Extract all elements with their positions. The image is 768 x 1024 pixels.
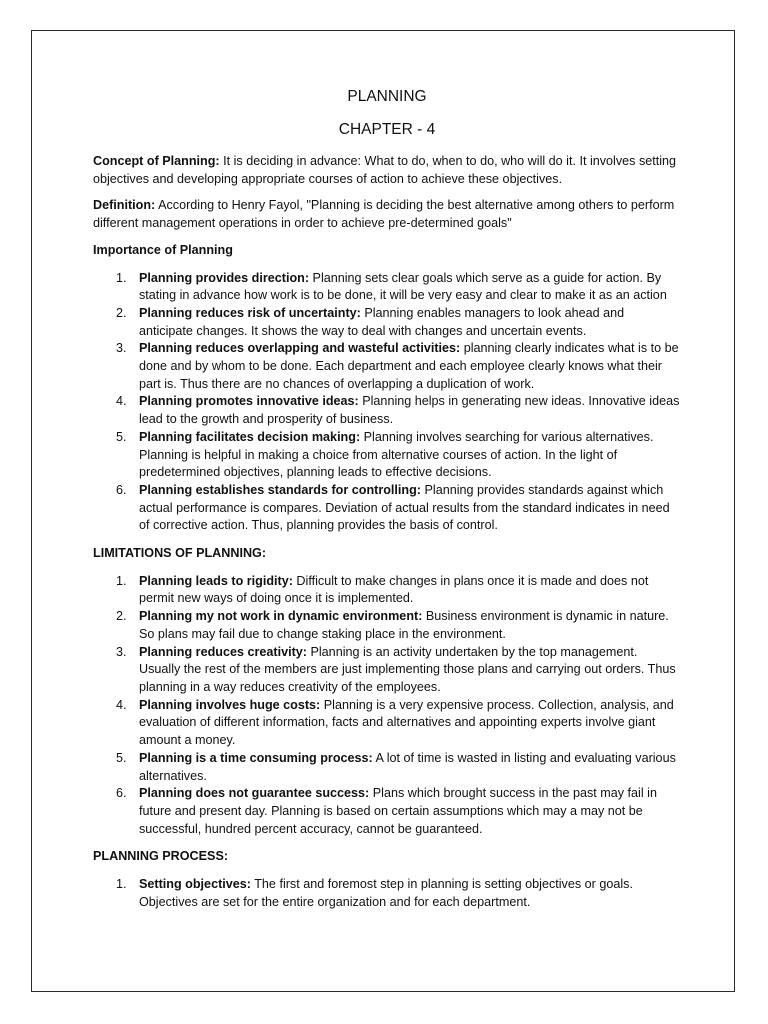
list-item-text: Business environment is dynamic in nature. So plans may fail due to change staking place in the environment. [139, 609, 669, 641]
list-item-label: Planning reduces overlapping and wasteful activities: [139, 341, 461, 356]
limitations-list [93, 573, 681, 839]
list-item-label: Planning does not guarantee success: [139, 786, 370, 801]
list-item-text: The first and foremost step in planning is setting objectives or goals. Objectives are set for the entire organization and for each department. [139, 877, 633, 909]
list-item-label: Setting objectives: [139, 877, 251, 892]
list-item [93, 785, 681, 838]
list-item-label: Planning my not work in dynamic environment: [139, 609, 423, 624]
list-item [93, 340, 681, 393]
list-item-label: Planning facilitates decision making: [139, 429, 361, 444]
concept-label: Concept of Planning: [93, 154, 220, 168]
list-item [93, 305, 681, 340]
definition-paragraph [93, 197, 681, 232]
list-item-label: Planning reduces creativity: [139, 644, 307, 659]
list-item-text: Plans which brought success in the past may fail in future and present day. Planning is based on certain assumptions which may a may not be successful, hundred percent accuracy, cannot be guaranteed. [139, 786, 657, 836]
list-number: 4. [116, 394, 127, 409]
document-page [31, 30, 735, 992]
list-item-text: planning clearly indicates what is to be done and by whom to be done. Each department and each employee clearly knows what their part is. Thus there are no chances of overlapping a duplication of work. [139, 341, 679, 391]
limitations-heading: LIMITATIONS OF PLANNING: [93, 546, 267, 561]
process-list [93, 876, 681, 911]
list-item [93, 429, 681, 482]
list-item-label: Planning promotes innovative ideas: [139, 394, 359, 409]
list-item [93, 697, 681, 750]
list-item-text: Difficult to make changes in plans once it is made and does not permit new ways of doing once it is implemented. [139, 573, 649, 606]
list-item-label: Planning establishes standards for controlling: [139, 482, 422, 497]
list-item-label: Planning is a time consuming process: [139, 750, 373, 765]
definition-text: According to Henry Fayol, "Planning is deciding the best alternative among others to perform different management operations in order to achieve pre-determined goals" [93, 198, 675, 231]
list-item-label: Planning involves huge costs: [139, 697, 321, 712]
list-item-text: Planning is an activity undertaken by the top management. Usually the rest of the members are just implementing those plans and carrying out orders. Thus planning in a way reduces creativity of the employees. [139, 644, 676, 694]
list-number: 2. [116, 305, 127, 320]
page-content [93, 87, 681, 911]
list-item [93, 482, 681, 535]
list-number: 1. [116, 573, 127, 588]
list-number: 6. [116, 786, 127, 801]
chapter-heading: CHAPTER - 4 [338, 121, 436, 138]
list-item-text: Planning enables managers to look ahead and anticipate changes. It shows the way to deal with changes and uncertain events. [139, 305, 625, 338]
list-item-text: Planning helps in generating new ideas. Innovative ideas lead to the growth and prosperity of business. [139, 394, 680, 427]
list-number: 2. [116, 609, 127, 624]
list-number: 3. [116, 644, 127, 659]
list-item [93, 644, 681, 697]
importance-heading: Importance of Planning [93, 242, 233, 257]
list-item-label: Planning leads to rigidity: [139, 573, 293, 588]
list-item-label: Planning reduces risk of uncertainty: [139, 305, 361, 320]
concept-text: It is deciding in advance: What to do, when to do, who will do it. It involves setting objectives and developing appropriate courses of action to achieve these objectives. [93, 154, 677, 186]
list-item [93, 608, 681, 643]
list-item [93, 876, 681, 911]
list-item [93, 573, 681, 608]
list-item-label: Planning provides direction: [139, 270, 310, 285]
list-number: 5. [116, 429, 127, 444]
list-item-text: Planning involves searching for various alternatives. Planning is helpful in making a choice from alternative courses of action. In the light of predetermined objectives, planning leads to effective decisions. [139, 429, 654, 480]
list-item [93, 270, 681, 305]
page-title: PLANNING [347, 88, 427, 105]
definition-label: Definition: [93, 198, 156, 213]
list-item-text: Planning is a very expensive process. Collection, analysis, and evaluation of different information, facts and alternatives and appointing experts involve giant amount a money. [139, 697, 674, 748]
list-number: 5. [116, 750, 127, 765]
list-number: 3. [116, 341, 127, 356]
list-item-text: Planning provides standards against which actual performance is compares. Deviation of actual results from the standard indicates in need of corrective action. Thus, planning provides the basis of control. [139, 482, 670, 533]
list-item [93, 750, 681, 785]
importance-list [93, 270, 681, 536]
list-item-text: Planning sets clear goals which serve as a guide for action. By stating in advance how work is to be done, it will be very easy and clear to make it as an action [139, 270, 667, 303]
process-heading: PLANNING PROCESS: [93, 849, 229, 864]
list-item-text: A lot of time is wasted in listing and evaluating various alternatives. [139, 750, 676, 783]
list-number: 1. [116, 877, 127, 892]
list-number: 1. [116, 270, 127, 285]
list-item [93, 393, 681, 428]
list-number: 4. [116, 697, 127, 712]
list-number: 6. [116, 482, 127, 497]
concept-paragraph [93, 153, 681, 188]
